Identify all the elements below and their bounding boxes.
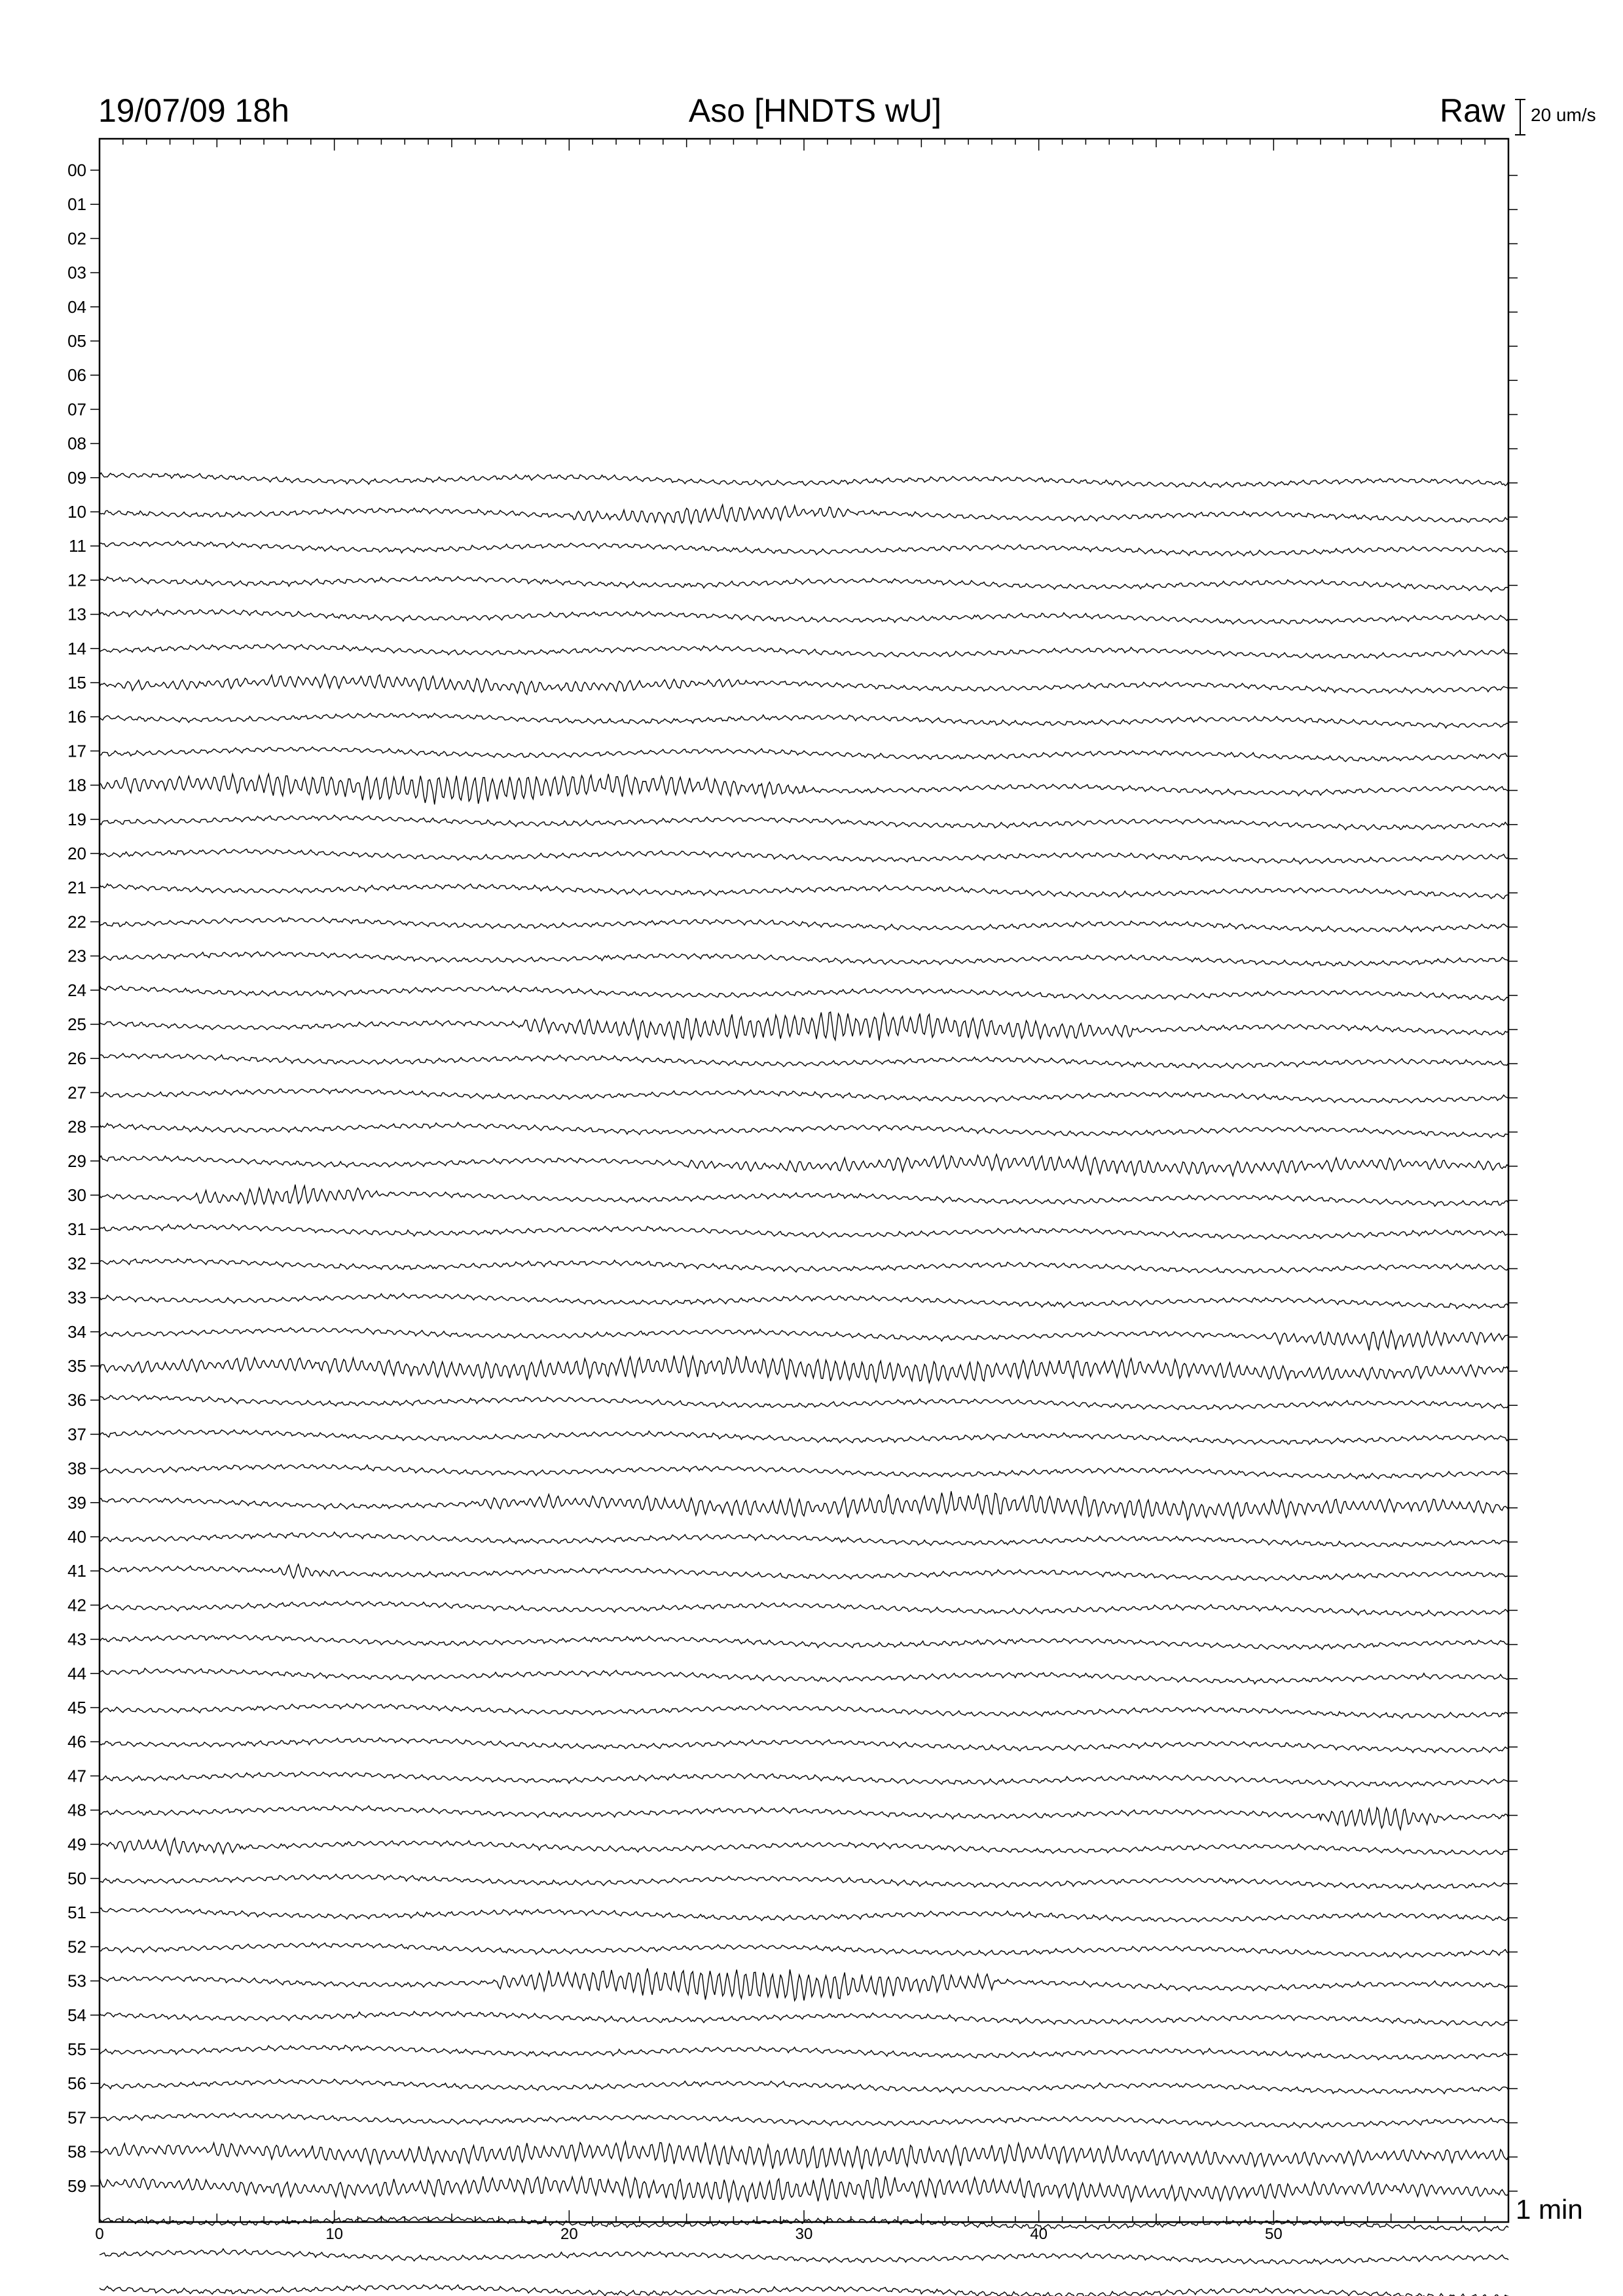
row-label: 54 (67, 2005, 86, 2025)
seismic-trace (100, 1224, 1508, 1239)
row-label: 06 (67, 365, 86, 386)
row-label: 49 (67, 1834, 86, 1854)
row-label: 34 (67, 1321, 86, 1342)
seismic-trace (100, 1491, 1508, 1520)
row-label: 14 (67, 638, 86, 658)
row-label: 44 (67, 1663, 86, 1683)
row-label: 08 (67, 433, 86, 454)
seismic-trace (100, 985, 1508, 1001)
seismic-trace (100, 1635, 1508, 1649)
row-label: 22 (67, 912, 86, 932)
seismic-trace (100, 609, 1508, 624)
x-axis-unit: 1 min (1516, 2194, 1583, 2225)
seismic-trace (100, 1772, 1508, 1787)
row-label: 55 (67, 2039, 86, 2059)
row-label: 48 (67, 1800, 86, 1820)
row-label: 39 (67, 1492, 86, 1513)
row-label: 25 (67, 1014, 86, 1034)
row-label: 42 (67, 1595, 86, 1615)
row-label: 41 (67, 1561, 86, 1581)
row-label: 40 (67, 1527, 86, 1547)
date-hour-label: 19/07/09 18h (98, 92, 289, 129)
seismic-trace (100, 2249, 1508, 2265)
row-label: 56 (67, 2073, 86, 2094)
row-label: 29 (67, 1151, 86, 1171)
row-label: 36 (67, 1390, 86, 1410)
row-label: 35 (67, 1356, 86, 1376)
row-label: 26 (67, 1049, 86, 1069)
seismic-trace (100, 1155, 1508, 1176)
amplitude-scale-bar (1515, 99, 1525, 135)
row-label: 45 (67, 1698, 86, 1717)
row-label: 19 (67, 809, 86, 829)
seismic-trace (100, 774, 1508, 804)
seismic-trace (100, 1122, 1508, 1138)
row-label: 05 (67, 331, 86, 351)
seismic-trace (100, 1395, 1508, 1410)
row-label: 10 (67, 502, 86, 522)
row-label: 01 (67, 194, 86, 215)
seismic-trace (100, 1088, 1508, 1103)
seismic-trace (100, 1668, 1508, 1684)
seismic-trace (100, 1012, 1508, 1041)
x-tick-label: 40 (1030, 2225, 1048, 2243)
seismic-trace (100, 1293, 1508, 1308)
row-label: 38 (67, 1458, 86, 1479)
seismic-trace (100, 1908, 1508, 1922)
seismic-trace (100, 674, 1508, 694)
row-label: 13 (67, 604, 86, 624)
row-label: 16 (67, 707, 86, 727)
row-label: 20 (67, 844, 86, 863)
seismic-trace (100, 644, 1508, 658)
row-label: 30 (67, 1185, 86, 1205)
row-label: 12 (67, 570, 86, 590)
x-tick-label: 30 (795, 2225, 813, 2243)
seismic-trace (100, 884, 1508, 899)
seismic-trace (100, 1969, 1508, 2001)
row-label: 37 (67, 1424, 86, 1444)
amplitude-scale-label: 20 um/s (1531, 105, 1596, 125)
row-label: 02 (67, 228, 86, 249)
seismic-trace (100, 918, 1508, 933)
seismic-trace (100, 1355, 1508, 1383)
seismic-trace (100, 2285, 1508, 2296)
seismic-trace (100, 713, 1508, 728)
seismic-trace (100, 2045, 1508, 2060)
seismic-trace (100, 577, 1508, 592)
seismic-trace (100, 1259, 1508, 1273)
row-labels (67, 160, 86, 2196)
row-label: 31 (67, 1219, 86, 1240)
row-label: 07 (67, 399, 86, 420)
seismic-trace (100, 1532, 1508, 1547)
seismic-trace (100, 1465, 1508, 1479)
row-label: 46 (67, 1732, 86, 1752)
seismic-trace (100, 1185, 1508, 1206)
seismic-trace (100, 2176, 1508, 2202)
seismic-trace (100, 2113, 1508, 2128)
row-label: 23 (67, 946, 86, 966)
mode-label: Raw (1439, 92, 1505, 129)
row-label: 04 (67, 296, 86, 317)
seismic-traces (100, 473, 1508, 2296)
seismic-trace (100, 1564, 1508, 1581)
seismic-trace (100, 1806, 1508, 1830)
row-label: 50 (67, 1869, 86, 1888)
row-label: 33 (67, 1287, 86, 1308)
row-label: 51 (67, 1903, 86, 1923)
row-label: 00 (67, 160, 86, 180)
seismic-trace (100, 952, 1508, 966)
row-label: 59 (67, 2176, 86, 2196)
x-tick-label: 20 (560, 2225, 578, 2243)
seismic-trace (100, 1601, 1508, 1616)
seismic-trace (100, 2142, 1508, 2169)
x-tick-label: 10 (325, 2225, 344, 2243)
seismic-trace (100, 1054, 1508, 1069)
row-label: 18 (67, 775, 86, 795)
seismic-trace (100, 849, 1508, 864)
seismic-trace (100, 1738, 1508, 1753)
station-title: Aso [HNDTS wU] (688, 92, 942, 129)
seismic-trace (100, 747, 1508, 761)
seismic-trace (100, 541, 1508, 556)
plot-frame (100, 139, 1508, 2222)
row-label: 11 (69, 536, 86, 556)
seismic-trace (100, 1943, 1508, 1958)
row-label: 28 (67, 1117, 86, 1137)
row-label: 47 (67, 1766, 86, 1786)
row-label: 03 (67, 262, 86, 283)
seismic-trace (100, 2011, 1508, 2026)
seismic-trace (100, 1328, 1508, 1351)
row-label: 52 (67, 1937, 86, 1957)
row-label: 57 (67, 2108, 86, 2128)
row-label: 32 (67, 1253, 86, 1274)
x-tick-label: 50 (1264, 2225, 1283, 2243)
x-tick-labels (95, 2225, 1282, 2243)
seismic-trace (100, 2079, 1508, 2094)
row-label: 21 (67, 878, 86, 898)
row-label: 58 (67, 2142, 86, 2162)
row-label: 27 (67, 1083, 86, 1103)
seismic-trace (100, 473, 1508, 488)
seismic-trace (100, 505, 1508, 524)
seismic-trace (100, 1839, 1508, 1856)
row-label: 17 (67, 741, 86, 761)
row-label: 09 (67, 467, 86, 488)
plot-border (100, 139, 1508, 2222)
seismic-trace (100, 1704, 1508, 1719)
seismic-trace (100, 1430, 1508, 1444)
row-label: 53 (67, 1971, 86, 1991)
seismic-trace (100, 1874, 1508, 1890)
row-label: 15 (67, 673, 86, 692)
seismic-trace (100, 815, 1508, 830)
x-tick-label: 0 (95, 2225, 104, 2243)
row-label: 24 (67, 980, 86, 1000)
tick-marks (90, 139, 1518, 2222)
row-label: 43 (67, 1629, 86, 1649)
